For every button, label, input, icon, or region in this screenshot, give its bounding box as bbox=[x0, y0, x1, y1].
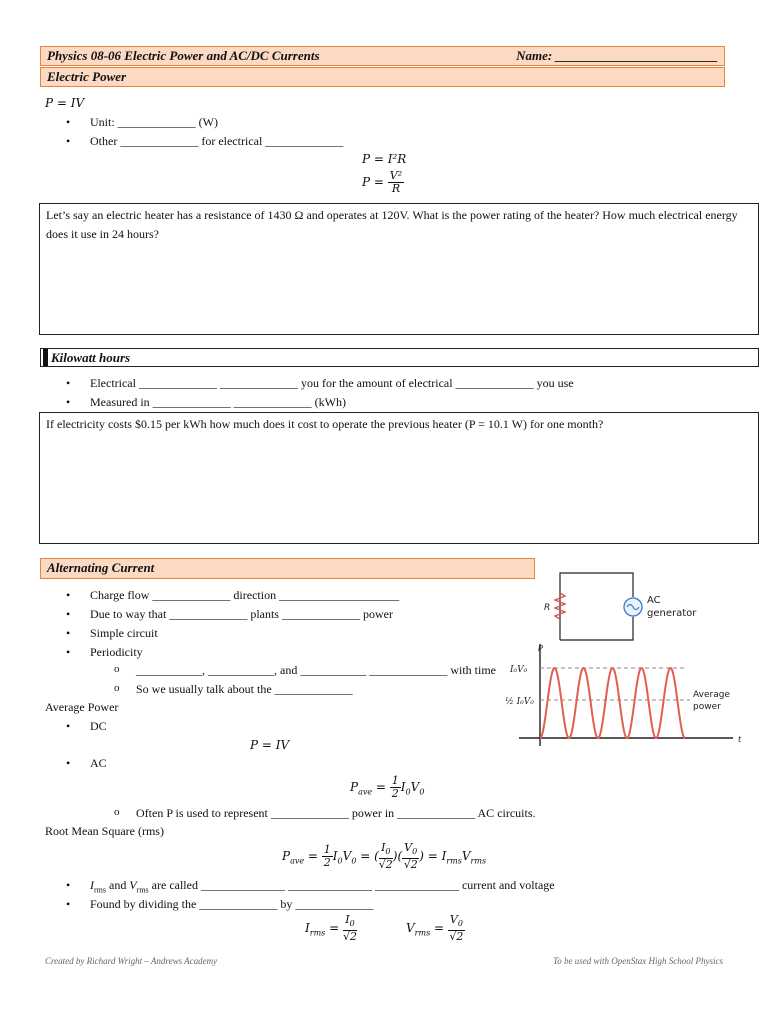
unit-bullet: • Unit: _____________ (W) bbox=[90, 115, 218, 130]
p-axis-label: P bbox=[538, 644, 543, 653]
other-bullet: • Other _____________ for electrical _____________ bbox=[90, 134, 343, 149]
ac-sub-2: o So we usually talk about the _____________ bbox=[136, 682, 353, 697]
irms-equation: $I_{rms}$ = $\frac{I_0}{√2}$ bbox=[305, 913, 357, 944]
peak-label: I₀V₀ bbox=[510, 665, 528, 675]
rms-equation: $P_{ave}$ = $\frac{1}{2}$ $I_0V_0$ = ( $\frac{I_0}{√2}$ )( $\frac{V_0}{√2}$ ) = $I_{rms}V_{rms}$ bbox=[282, 841, 487, 872]
ac-sub-1: o ___________, ___________, and ___________ _____________ with time bbox=[136, 663, 496, 678]
average-power-label-2: power bbox=[693, 702, 721, 712]
resistor-label: R bbox=[544, 603, 551, 613]
kwh-bullet-2: • Measured in _____________ _____________ (kWh) bbox=[90, 395, 346, 410]
half-peak-label: ½ I₀V₀ bbox=[505, 697, 534, 707]
ac-sub-3: o Often P is used to represent _____________ power in _____________ AC circuits. bbox=[136, 806, 536, 821]
cost-question: If electricity costs $0.15 per kWh how much does it cost to operate the previous heater (P = 10.1 W) for one month? bbox=[46, 417, 604, 431]
vrms-equation: $V_{rms}$ = $\frac{V_0}{√2}$ bbox=[406, 913, 464, 944]
page-title: Physics 08-06 Electric Power and AC/DC Currents bbox=[47, 48, 320, 63]
rms-bullet-2: • Found by dividing the _____________ by _____________ bbox=[90, 897, 373, 912]
kwh-bullet-1: • Electrical _____________ _____________ you for the amount of electrical _____________ you use bbox=[90, 376, 574, 391]
ac-power-graph bbox=[505, 642, 745, 750]
title-bar bbox=[40, 46, 725, 66]
average-power-label: Average Power bbox=[45, 700, 119, 714]
heater-question-box[interactable] bbox=[39, 203, 759, 335]
t-axis-label: t bbox=[738, 735, 742, 744]
name-field[interactable]: Name: _________________________ bbox=[516, 48, 718, 63]
cost-question-box[interactable] bbox=[39, 412, 759, 544]
rms-bullet-1: • $I_{rms}$ and $V_{rms}$ are called ______________ ______________ ______________ current and voltage bbox=[90, 878, 555, 894]
power-wave bbox=[540, 668, 685, 738]
section-heading-ac: Alternating Current bbox=[40, 558, 535, 579]
generator-label-2: generator bbox=[647, 608, 697, 619]
ac-bullet-1: • Charge flow _____________ direction ____________________ bbox=[90, 588, 399, 603]
ac-bullet-3: • Simple circuit bbox=[90, 626, 158, 641]
average-power-label-1: Average bbox=[693, 690, 730, 700]
footer-right: To be used with OpenStax High School Physics bbox=[553, 956, 723, 966]
rms-heading: Root Mean Square (rms) bbox=[45, 824, 164, 838]
ac-bullet-2: • Due to way that _____________ plants _____________ power bbox=[90, 607, 393, 622]
heater-question: Let’s say an electric heater has a resistance of 1430 Ω and operates at 120V. What is the power rating of the heater? How much electrical energy does it use in 24 hours? bbox=[46, 208, 738, 241]
ac-average-equation: $P_{ave}$ = $\frac{1}{2}$ $I_0V_0$ bbox=[350, 774, 425, 800]
ac-circuit-diagram bbox=[530, 565, 740, 645]
ac-bullet: • AC bbox=[90, 756, 107, 771]
ac-bullet-4: • Periodicity bbox=[90, 645, 143, 660]
dc-bullet: • DC bbox=[90, 719, 107, 734]
section-heading-electric-power: Electric Power bbox=[40, 67, 725, 87]
section-heading-kwh: Kilowatt hours bbox=[40, 348, 759, 367]
power-formula: P = IV bbox=[45, 96, 85, 110]
power-eq-v2r: P = $\frac{\text{V²}}{R}$ bbox=[362, 169, 403, 195]
power-eq-i2r: P = I²R bbox=[362, 152, 407, 166]
generator-label-1: AC bbox=[647, 595, 661, 606]
dc-equation: P = IV bbox=[250, 738, 290, 752]
footer-left: Created by Richard Wright – Andrews Academy bbox=[45, 956, 218, 966]
